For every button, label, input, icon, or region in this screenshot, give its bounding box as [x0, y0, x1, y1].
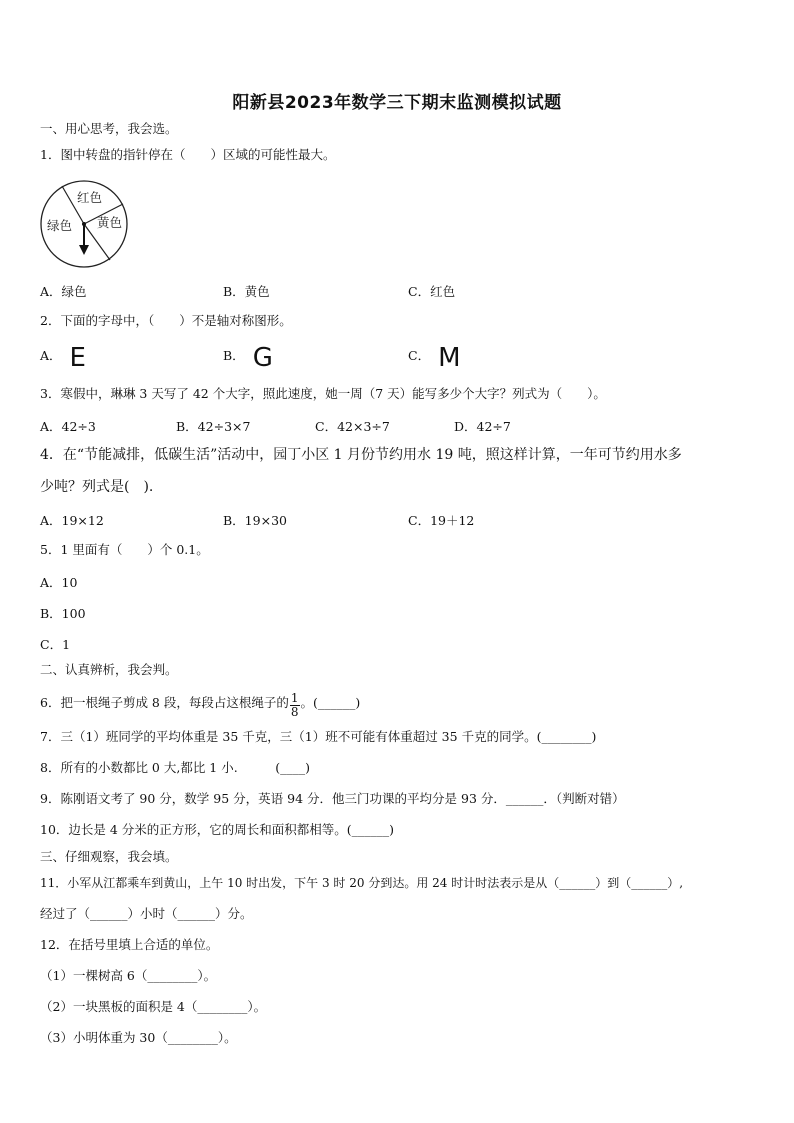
- spinner-label-green: 绿色: [47, 218, 73, 233]
- question-5-option-a: A．10: [40, 575, 78, 590]
- fraction-numerator: 1: [290, 691, 299, 705]
- question-12-sub-1: （1）一棵树高 6（________）。: [40, 968, 217, 983]
- fraction-one-eighth: [290, 692, 300, 719]
- question-6-text: [40, 692, 360, 719]
- option-c-label: C．: [408, 348, 431, 363]
- section-heading-3: 三、仔细观察，我会填。: [40, 849, 178, 864]
- question-2-option-a: [40, 343, 86, 373]
- question-4-text-line-2: 少吨？列式是( ).: [40, 479, 154, 495]
- letter-m-glyph: M: [438, 343, 461, 373]
- question-1-text: 1．图中转盘的指针停在（ ）区域的可能性最大。: [40, 147, 336, 162]
- question-4-text-line-1: 4．在“节能减排，低碳生活”活动中，园丁小区 1 月份节约用水 19 吨，照这样计算，一年可节约用水多: [40, 447, 682, 463]
- question-3-option-c: C．42×3÷7: [315, 419, 390, 434]
- question-6-after: 。(______): [300, 695, 361, 710]
- question-3-option-d: D．42÷7: [454, 419, 511, 434]
- option-b-label: B．: [223, 348, 245, 363]
- question-12-sub-2: （2）一块黑板的面积是 4（________）。: [40, 999, 267, 1014]
- question-12-sub-3: （3）小明体重为 30（________）。: [40, 1030, 237, 1045]
- letter-g-glyph: G: [252, 343, 273, 373]
- question-7-text: 7．三（1）班同学的平均体重是 35 千克，三（1）班不可能有体重超过 35 千克的同学。(________): [40, 729, 597, 744]
- question-8-text: 8．所有的小数都比 0 大,都比 1 小. (____): [40, 760, 310, 775]
- letter-e-glyph: E: [69, 343, 86, 373]
- question-1-option-c: C．红色: [408, 284, 456, 299]
- spinner-label-yellow: 黄色: [97, 215, 123, 230]
- question-9-text: 9．陈刚语文考了 90 分，数学 95 分，英语 94 分．他三门功课的平均分是 93 分．______．（判断对错）: [40, 791, 625, 806]
- question-4-option-c: C．19＋12: [408, 513, 475, 528]
- question-2-option-b: [223, 343, 273, 373]
- question-5-text: 5．1 里面有（ ）个 0.1。: [40, 542, 209, 557]
- question-11-text-line-2: 经过了（______）小时（______）分。: [40, 906, 253, 921]
- question-5-option-b: B．100: [40, 606, 86, 621]
- option-a-label: A．: [40, 348, 62, 363]
- question-2-option-c: [408, 343, 461, 373]
- question-3-option-a: A．42÷3: [40, 419, 96, 434]
- question-4-option-b: B．19×30: [223, 513, 287, 528]
- question-12-text: 12．在括号里填上合适的单位。: [40, 937, 219, 952]
- spinner-label-red: 红色: [77, 190, 103, 205]
- question-1-option-a: A．绿色: [40, 284, 87, 299]
- section-heading-2: 二、认真辨析，我会判。: [40, 662, 178, 677]
- question-5-option-c: C．1: [40, 637, 71, 652]
- question-11-text-line-1: 11．小军从江都乘车到黄山，上午 10 时出发，下午 3 时 20 分到达。用 24 时计时法表示是从（______）到（______）,: [40, 876, 684, 890]
- section-heading-1: 一、用心思考，我会选。: [40, 121, 178, 136]
- page-title: 阳新县2023年数学三下期末监测模拟试题: [232, 93, 562, 113]
- question-3-text: 3．寒假中，琳琳 3 天写了 42 个大字，照此速度，她一周（7 天）能写多少个大字？列式为（ ）。: [40, 386, 606, 401]
- question-6-before: 6．把一根绳子剪成 8 段，每段占这根绳子的: [40, 695, 289, 710]
- question-10-text: 10．边长是 4 分米的正方形，它的周长和面积都相等。(______): [40, 822, 395, 837]
- question-2-text: 2．下面的字母中，（ ）不是轴对称图形。: [40, 313, 292, 328]
- fraction-denominator: 8: [290, 705, 299, 719]
- question-3-option-b: B．42÷3×7: [176, 419, 251, 434]
- spinner-diagram: [38, 178, 130, 270]
- question-1-option-b: B．黄色: [223, 284, 270, 299]
- question-4-option-a: A．19×12: [40, 513, 104, 528]
